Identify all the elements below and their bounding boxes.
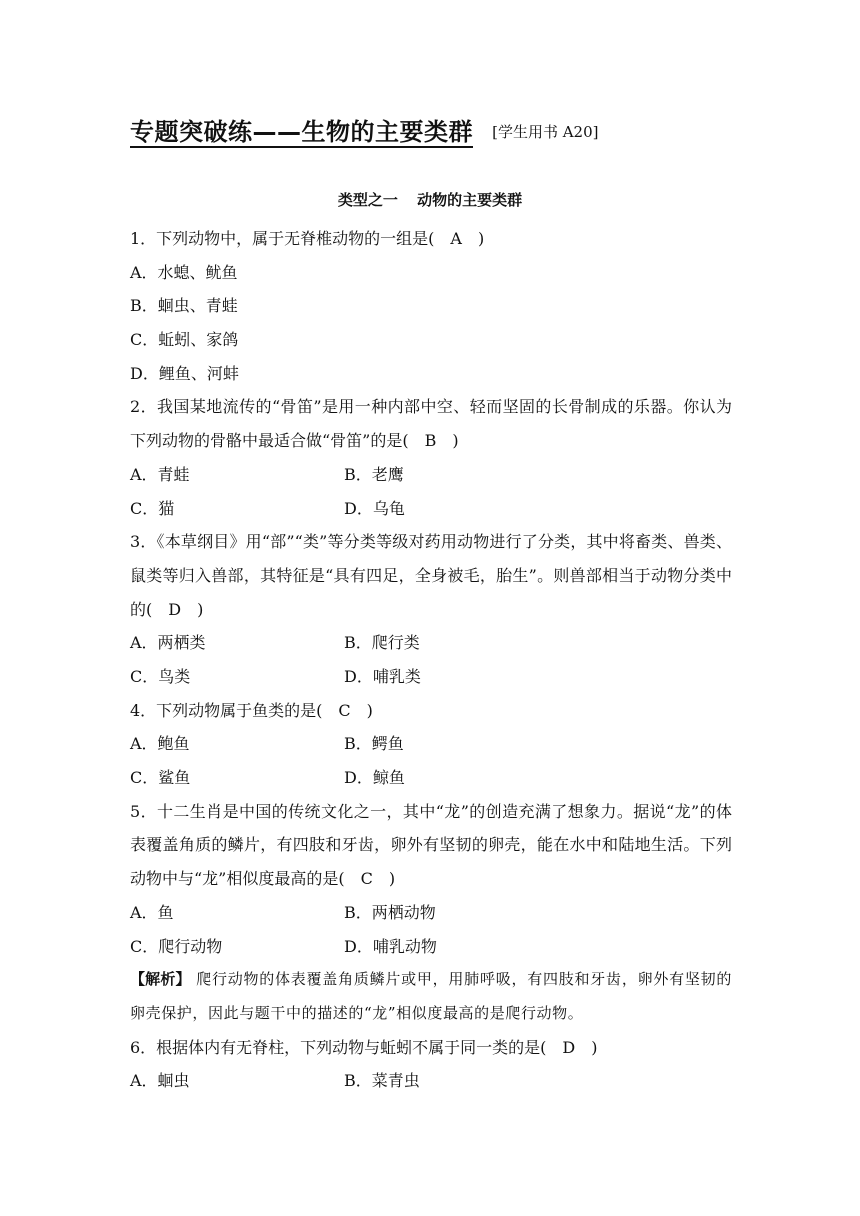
question-6-option-a: A．蛔虫	[130, 1071, 190, 1091]
question-3-options-row-2	[130, 660, 732, 694]
question-4-option-d: D．鲸鱼	[344, 768, 405, 788]
question-2-stem: 2．我国某地流传的“骨笛”是用一种内部中空、轻而坚固的长骨制成的乐器。你认为下列动物的骨骼中最适合做“骨笛”的是( B )	[130, 397, 732, 451]
book-reference: [学生用书 A20]	[492, 123, 599, 141]
question-1-option-c: C．蚯蚓、家鸽	[130, 330, 239, 350]
question-5-options-row-2	[130, 930, 732, 964]
question-4-option-b: B．鳄鱼	[344, 734, 404, 754]
question-2-option-d: D．乌龟	[344, 498, 405, 518]
question-3-option-c: C．鸟类	[130, 667, 191, 687]
question-5-option-b: B．两栖动物	[344, 902, 436, 922]
question-5-options-row-1	[130, 896, 732, 930]
question-4-options-row-1	[130, 727, 732, 761]
question-5-option-d: D．哺乳动物	[344, 936, 437, 956]
question-6-options-row-1	[130, 1064, 732, 1098]
question-1-stem: 1．下列动物中，属于无脊椎动物的一组是( A )	[130, 229, 485, 248]
question-5-stem: 5．十二生肖是中国的传统文化之一，其中“龙”的创造充满了想象力。据说“龙”的体表覆盖角质的鳞片，有四肢和牙齿，卵外有坚韧的卵壳，能在水中和陆地生活。下列动物中与“龙”相似度最高的是( C )	[130, 801, 732, 889]
question-5-option-c: C．爬行动物	[130, 936, 223, 956]
question-5-analysis	[130, 963, 732, 1030]
question-4-option-c: C．鲨鱼	[130, 768, 191, 788]
question-list	[130, 222, 732, 1098]
question-5-option-a: A．鱼	[130, 902, 174, 922]
question-2-options-row-1	[130, 458, 732, 492]
question-3-option-b: B．爬行类	[344, 633, 420, 653]
question-1-option-d: D．鲤鱼、河蚌	[130, 363, 239, 383]
section-heading: 类型之一 动物的主要类群	[337, 191, 523, 209]
question-2-option-a: A．青蛙	[130, 464, 190, 484]
question-4-option-a: A．鲍鱼	[130, 734, 190, 754]
question-4-options-row-2	[130, 761, 732, 795]
question-2-option-c: C．猫	[130, 498, 175, 518]
question-2-option-b: B．老鹰	[344, 464, 404, 484]
question-4-stem: 4．下列动物属于鱼类的是( C )	[130, 700, 373, 720]
question-3-stem: 3．《本草纲目》用“部”“类”等分类等级对药用动物进行了分类，其中将畜类、兽类、鼠类等归入兽部，其特征是“具有四足，全身被毛，胎生”。则兽部相当于动物分类中的( D )	[130, 532, 732, 619]
question-1-option-a: A．水螅、鱿鱼	[130, 262, 238, 282]
analysis-label: 【解析】	[130, 970, 191, 989]
title-row	[130, 112, 599, 147]
analysis-text: 爬行动物的体表覆盖角质鳞片或甲，用肺呼吸，有四肢和牙齿，卵外有坚韧的卵壳保护，因此与题干中的描述的“龙”相似度最高的是爬行动物。	[130, 970, 732, 1022]
question-2-options-row-2	[130, 492, 732, 526]
page-title: 专题突破练——生物的主要类群	[130, 118, 473, 146]
question-3-option-a: A．两栖类	[130, 633, 206, 653]
question-1-option-b: B．蛔虫、青蛙	[130, 296, 238, 316]
question-6-stem: 6．根据体内有无脊柱，下列动物与蚯蚓不属于同一类的是( D )	[130, 1037, 598, 1057]
question-3-option-d: D．哺乳类	[344, 667, 421, 687]
question-6-option-b: B．菜青虫	[344, 1071, 420, 1091]
question-3-options-row-1	[130, 626, 732, 660]
